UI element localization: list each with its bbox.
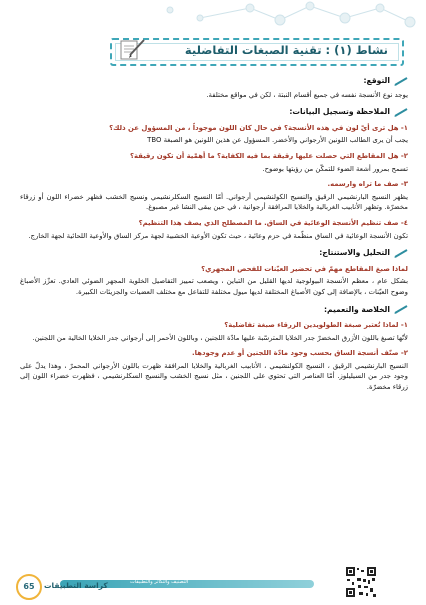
section-heading-text: الخلاصة والتعميم:: [323, 304, 390, 314]
answer: بشكل عام ، معظم الأنسجة البيولوجية لديها القليل من التباين ، ويصعب تمييز التفاصيل الخلوية المجهر الضوئي العادي. تعزّز الأصباغ وضوح العيّنات ، بالإضافة إلى كون الأصباغ المختلفة لديها ميول مختلفة للتفاعل مع مختلف العضيات والجزيئات الكبيرة.: [20, 277, 408, 296]
page-number: 65: [16, 574, 42, 600]
footer-band-text: التصنيف والتكاثر والتطبيقات: [130, 579, 189, 585]
question: ٢- صنّف أنسجة الساق بحسب وجود مادّة اللجنين أو عدم وجودها.: [191, 349, 408, 358]
answer: لأنّها تصبغ باللون الأزرق المخضرّ جدر الخلايا المترسّبة عليها مادّة اللجنين ، وباللون الأحمر إلى أرجواني جدر الخلايا الخالية من اللجنين.: [32, 333, 408, 342]
answer: تكون الأنسجة الوعائية في الساق منظّمة في حزم وعائية ، حيث تكون الأوعية الخشبية لجهة مركز الساق والأوعية اللحائية لجهة الخارج.: [28, 231, 408, 240]
answer: يظهر النسيج البارنشيمي الرقيق والنسيج الكولنشيمي أرجواني. أمّا النسيج السكلرنشيمي ونسيج الخشب فظهر خضراء اللون أو زرقاء مخضرّة. وتظهر الأنابيب الغربالية والخلايا المرافقة أرجوانية ، في حين يبقى النشا غير مصبوغ.: [20, 192, 408, 212]
pen-icon: [394, 108, 408, 117]
section-heading-text: التحليل والاستنتاج:: [319, 248, 390, 258]
qr-code-icon: [345, 566, 377, 598]
pen-icon: [394, 77, 408, 86]
question: ١- لماذا تُعتبر صبغة الطولويدين الزرقاء صبغة تفاضلية؟: [224, 321, 408, 330]
section-heading-summary: [20, 305, 408, 316]
answer: تسمح بمرور أشعة الضوء للتمكّن من رؤيتها بوضوح.: [262, 164, 408, 173]
activity-title-box: [110, 38, 404, 66]
section-heading-text: التوقع:: [363, 76, 390, 85]
page-footer: [0, 560, 426, 605]
answer: النسيج البارنشيمي الرقيق ، النسيج الكولنشيمي ، الأنابيب الغربالية والخلايا المرافقة ظهرت باللون الأرجواني المحمرّ ، وهذا يدلّ على وجود جدر من السيليلوز. أمّا العناصر التي تحتوي على اللجنين ، مثل نسيج الخشب والنسيج السكلرنشيمي ، فظهرت خضراء اللون إلى زرقاء مخضرّة.: [20, 361, 408, 392]
question: ١- هل ترى أيّ لون في هذه الأنسجة؟ في حال كان اللون موجوداً ، من المسؤول عن ذلك؟: [109, 123, 408, 132]
pen-icon: [394, 305, 408, 314]
pen-icon: [394, 249, 408, 258]
content: [20, 76, 408, 395]
paragraph: يوجد نوع الأنسجة نفسه في جميع أقسام النبتة ، لكن في مواقع مختلفة.: [206, 90, 408, 99]
notebook-pencil-icon: [118, 37, 146, 61]
section-heading-observation: [20, 107, 408, 118]
section-heading-analysis: [20, 248, 408, 259]
answer: يجب أن يرى الطالب اللونين الأرجواني والأخضر. المسؤول عن هذين اللونين هو الصبغة TBO: [147, 136, 408, 145]
section-heading-expectation: [20, 76, 408, 87]
question: ٢- هل المقاطع التي حصلت عليها رقيقة بما فيه الكفاية؟ ما أهمّية أن تكون رقيقة؟: [129, 151, 408, 160]
section-heading-text: الملاحظة وتسجيل البيانات:: [289, 107, 390, 117]
question: ٤- صف تنظيم الأنسجة الوعائية في الساق. ما المصطلح الذي يصف هذا التنظيم؟: [138, 218, 408, 227]
question: لماذا صبغ المقاطع مهمّ في تحضير العيّنات للفحص المجهري؟: [201, 264, 408, 273]
notebook-label: كراسة التطبيقات: [44, 581, 108, 590]
activity-title: نشاط (١) : تقنية الصبغات التفاضلية: [184, 43, 388, 57]
question: ٣- صف ما تراه وارسمه.: [327, 180, 408, 189]
